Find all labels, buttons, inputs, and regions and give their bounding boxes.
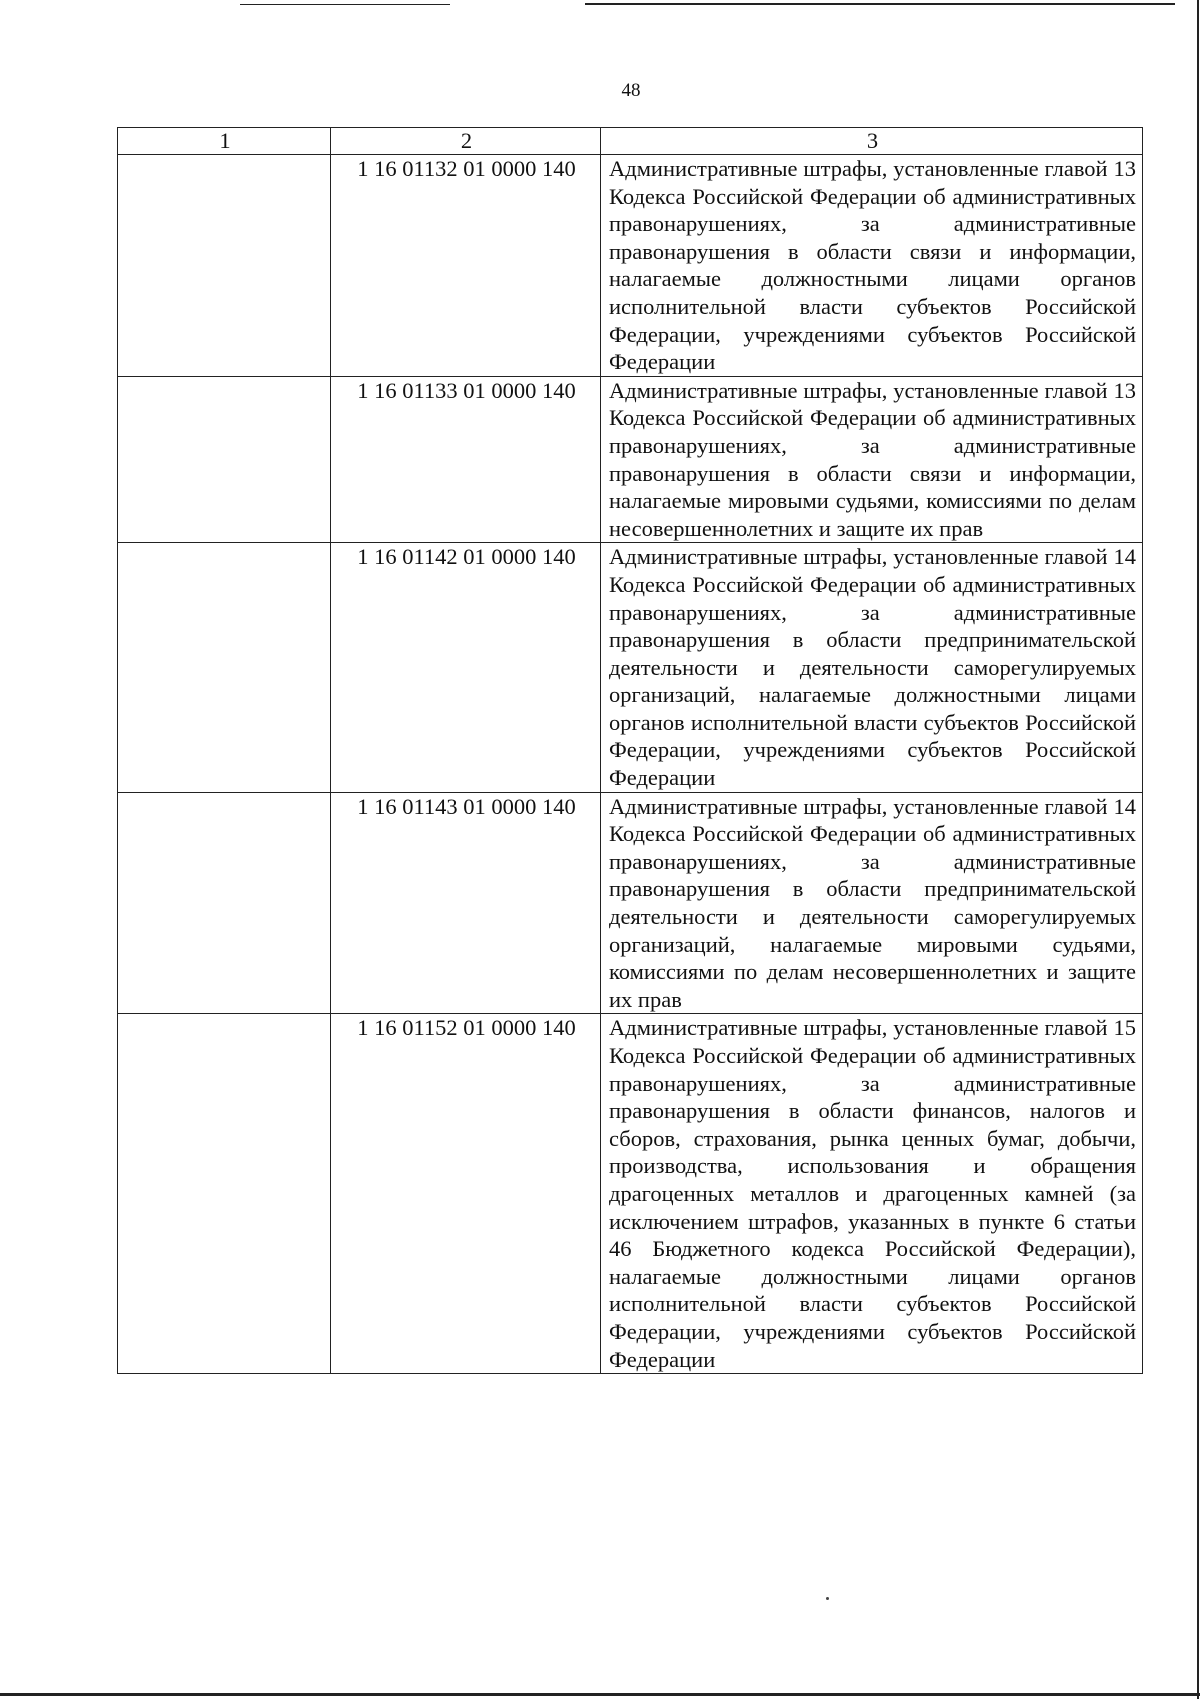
header-col-2: 2 [331, 128, 601, 155]
table-header-row [118, 128, 1143, 155]
header-col-1: 1 [118, 128, 331, 155]
budget-code: 1 16 01133 01 0000 140 [331, 376, 601, 543]
code-description: Административные штрафы, установленные главой 13 Кодекса Российской Федерации об административных правонарушениях, за административные правонарушения в области связи и информации, налагаемые должностными лицами органов исполнительной власти субъектов Российской Федерации, учреждениями субъектов Российской Федерации [601, 155, 1143, 377]
page-number: 48 [621, 80, 641, 101]
budget-code: 1 16 01143 01 0000 140 [331, 792, 601, 1014]
scan-artifact-bottom [0, 1693, 1200, 1696]
table-row [118, 376, 1143, 543]
scan-artifact-top-right [585, 3, 1175, 5]
row-col1-cell [118, 155, 331, 377]
table-row [118, 792, 1143, 1014]
row-col1-cell [118, 376, 331, 543]
header-col-3: 3 [601, 128, 1143, 155]
code-description: Административные штрафы, установленные главой 14 Кодекса Российской Федерации об административных правонарушениях, за административные правонарушения в области предпринимательской деятельности и деятельности саморегулируемых организаций, налагаемые должностными лицами органов исполнительной власти субъектов Российской Федерации, учреждениями субъектов Российской Федерации [601, 543, 1143, 792]
table-row [118, 1014, 1143, 1374]
budget-code: 1 16 01152 01 0000 140 [331, 1014, 601, 1374]
budget-codes-table [117, 127, 1143, 1374]
code-description: Административные штрафы, установленные главой 14 Кодекса Российской Федерации об административных правонарушениях, за административные правонарушения в области предпринимательской деятельности и деятельности саморегулируемых организаций, налагаемые мировыми судьями, комиссиями по делам несовершеннолетних и защите их прав [601, 792, 1143, 1014]
table-row [118, 155, 1143, 377]
table-row [118, 543, 1143, 792]
row-col1-cell [118, 792, 331, 1014]
row-col1-cell [118, 543, 331, 792]
scan-artifact-top-left [240, 4, 450, 5]
row-col1-cell [118, 1014, 331, 1374]
budget-code: 1 16 01142 01 0000 140 [331, 543, 601, 792]
code-description: Административные штрафы, установленные главой 13 Кодекса Российской Федерации об административных правонарушениях, за административные правонарушения в области связи и информации, налагаемые мировыми судьями, комиссиями по делам несовершеннолетних и защите их прав [601, 376, 1143, 543]
scan-speck [826, 1597, 829, 1600]
scan-artifact-right-edge [1197, 0, 1199, 1699]
budget-code: 1 16 01132 01 0000 140 [331, 155, 601, 377]
code-description: Административные штрафы, установленные главой 15 Кодекса Российской Федерации об административных правонарушениях, за административные правонарушения в области финансов, налогов и сборов, страхования, рынка ценных бумаг, добычи, производства, использования и обращения драгоценных металлов и драгоценных камней (за исключением штрафов, указанных в пункте 6 статьи 46 Бюджетного кодекса Российской Федерации), налагаемые должностными лицами органов исполнительной власти субъектов Российской Федерации, учреждениями субъектов Российской Федерации [601, 1014, 1143, 1374]
